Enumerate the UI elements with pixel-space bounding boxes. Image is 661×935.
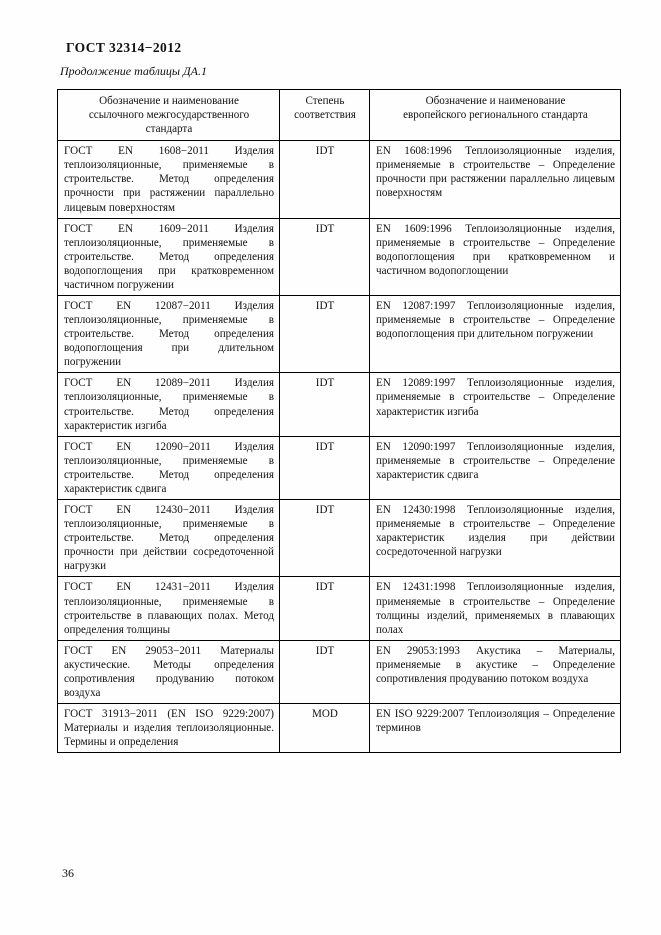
table-row — [58, 436, 621, 499]
standard-title: ГОСТ 32314−2012 — [66, 40, 182, 55]
column-header-gost-line2: ссылочного межгосударственного — [88, 109, 250, 122]
cell-european-standard: EN 12430:1998 Теплоизоляционные изделия, применяемые в строительстве – Определение характеристик изделия при действии сосредоточенной нагрузки — [370, 500, 621, 577]
cell-degree-of-correspondence: IDT — [280, 640, 370, 703]
column-header-european — [370, 90, 621, 141]
table-row — [58, 500, 621, 577]
table-row — [58, 296, 621, 373]
cell-degree-of-correspondence: IDT — [280, 296, 370, 373]
cell-degree-of-correspondence: IDT — [280, 500, 370, 577]
cell-european-standard: EN 12090:1997 Теплоизоляционные изделия, применяемые в строительстве – Определение характеристик сдвига — [370, 436, 621, 499]
cell-european-standard: EN 1609:1996 Теплоизоляционные изделия, применяемые в строительстве – Определение водопоглощения при кратковременном и частичном водопоглощении — [370, 218, 621, 295]
cell-european-standard: EN 1608:1996 Теплоизоляционные изделия, применяемые в строительстве – Определение прочности при растяжении параллельно лицевым поверхностям — [370, 141, 621, 218]
cell-degree-of-correspondence: IDT — [280, 141, 370, 218]
cell-european-standard: EN 29053:1993 Акустика – Материалы, применяемые в акустике – Определение сопротивления продуванию потоком воздуха — [370, 640, 621, 703]
table-row — [58, 218, 621, 295]
cell-degree-of-correspondence: IDT — [280, 436, 370, 499]
column-header-european-line1: Обозначение и наименование — [425, 95, 566, 107]
cell-gost-standard: ГОСТ EN 12089−2011 Изделия теплоизоляционные, применяемые в строительстве. Метод определения характеристик изгиба — [58, 373, 280, 436]
column-header-european-line2: европейского регионального стандарта — [403, 109, 588, 122]
cell-degree-of-correspondence: MOD — [280, 704, 370, 753]
column-header-gost — [58, 90, 280, 141]
cell-gost-standard: ГОСТ EN 1609−2011 Изделия теплоизоляционные, применяемые в строительстве. Метод определения водопоглощения при кратковременном частичном погружении — [58, 218, 280, 295]
cell-gost-standard: ГОСТ 31913−2011 (EN ISO 9229:2007) Материалы и изделия теплоизоляционные. Термины и определения — [58, 704, 280, 753]
cell-degree-of-correspondence: IDT — [280, 218, 370, 295]
column-header-degree-line2: соответствия — [294, 109, 356, 122]
cell-european-standard: EN ISO 9229:2007 Теплоизоляция – Определение терминов — [370, 704, 621, 753]
cell-european-standard: EN 12089:1997 Теплоизоляционные изделия, применяемые в строительстве – Определение характеристик изгиба — [370, 373, 621, 436]
table-row — [58, 577, 621, 640]
page-number: 36 — [62, 866, 74, 880]
table-row — [58, 704, 621, 753]
column-header-gost-line1: Обозначение и наименование — [99, 95, 239, 107]
column-header-degree — [280, 90, 370, 141]
cell-degree-of-correspondence: IDT — [280, 373, 370, 436]
table-header-row — [58, 90, 621, 141]
cell-european-standard: EN 12431:1998 Теплоизоляционные изделия, применяемые в строительстве – Определение толщины изделий, применяемых в плавающих полах — [370, 577, 621, 640]
cell-gost-standard: ГОСТ EN 12087−2011 Изделия теплоизоляционные, применяемые в строительстве. Метод определения водопоглощения при длительном погружении — [58, 296, 280, 373]
cell-gost-standard: ГОСТ EN 1608−2011 Изделия теплоизоляционные, применяемые в строительстве. Метод определения прочности при растяжении параллельно лицевым поверхностям — [58, 141, 280, 218]
cell-gost-standard: ГОСТ EN 12090−2011 Изделия теплоизоляционные, применяемые в строительстве. Метод определения характеристик сдвига — [58, 436, 280, 499]
column-header-degree-line1: Степень — [305, 95, 345, 107]
reference-standards-table — [57, 89, 621, 753]
table-row — [58, 373, 621, 436]
table-body — [58, 141, 621, 753]
table-row — [58, 640, 621, 703]
table-row — [58, 141, 621, 218]
table-caption: Продолжение таблицы ДА.1 — [60, 64, 207, 78]
cell-gost-standard: ГОСТ EN 12430−2011 Изделия теплоизоляционные, применяемые в строительстве. Метод определения прочности при действии сосредоточенной нагрузки — [58, 500, 280, 577]
cell-gost-standard: ГОСТ EN 29053−2011 Материалы акустические. Методы определения сопротивления продуванию потоком воздуха — [58, 640, 280, 703]
cell-gost-standard: ГОСТ EN 12431−2011 Изделия теплоизоляционные, применяемые в строительстве в плавающих полах. Метод определения толщины — [58, 577, 280, 640]
cell-european-standard: EN 12087:1997 Теплоизоляционные изделия, применяемые в строительстве – Определение водопоглощения при длительном погружении — [370, 296, 621, 373]
column-header-gost-line3: стандарта — [145, 123, 193, 136]
cell-degree-of-correspondence: IDT — [280, 577, 370, 640]
